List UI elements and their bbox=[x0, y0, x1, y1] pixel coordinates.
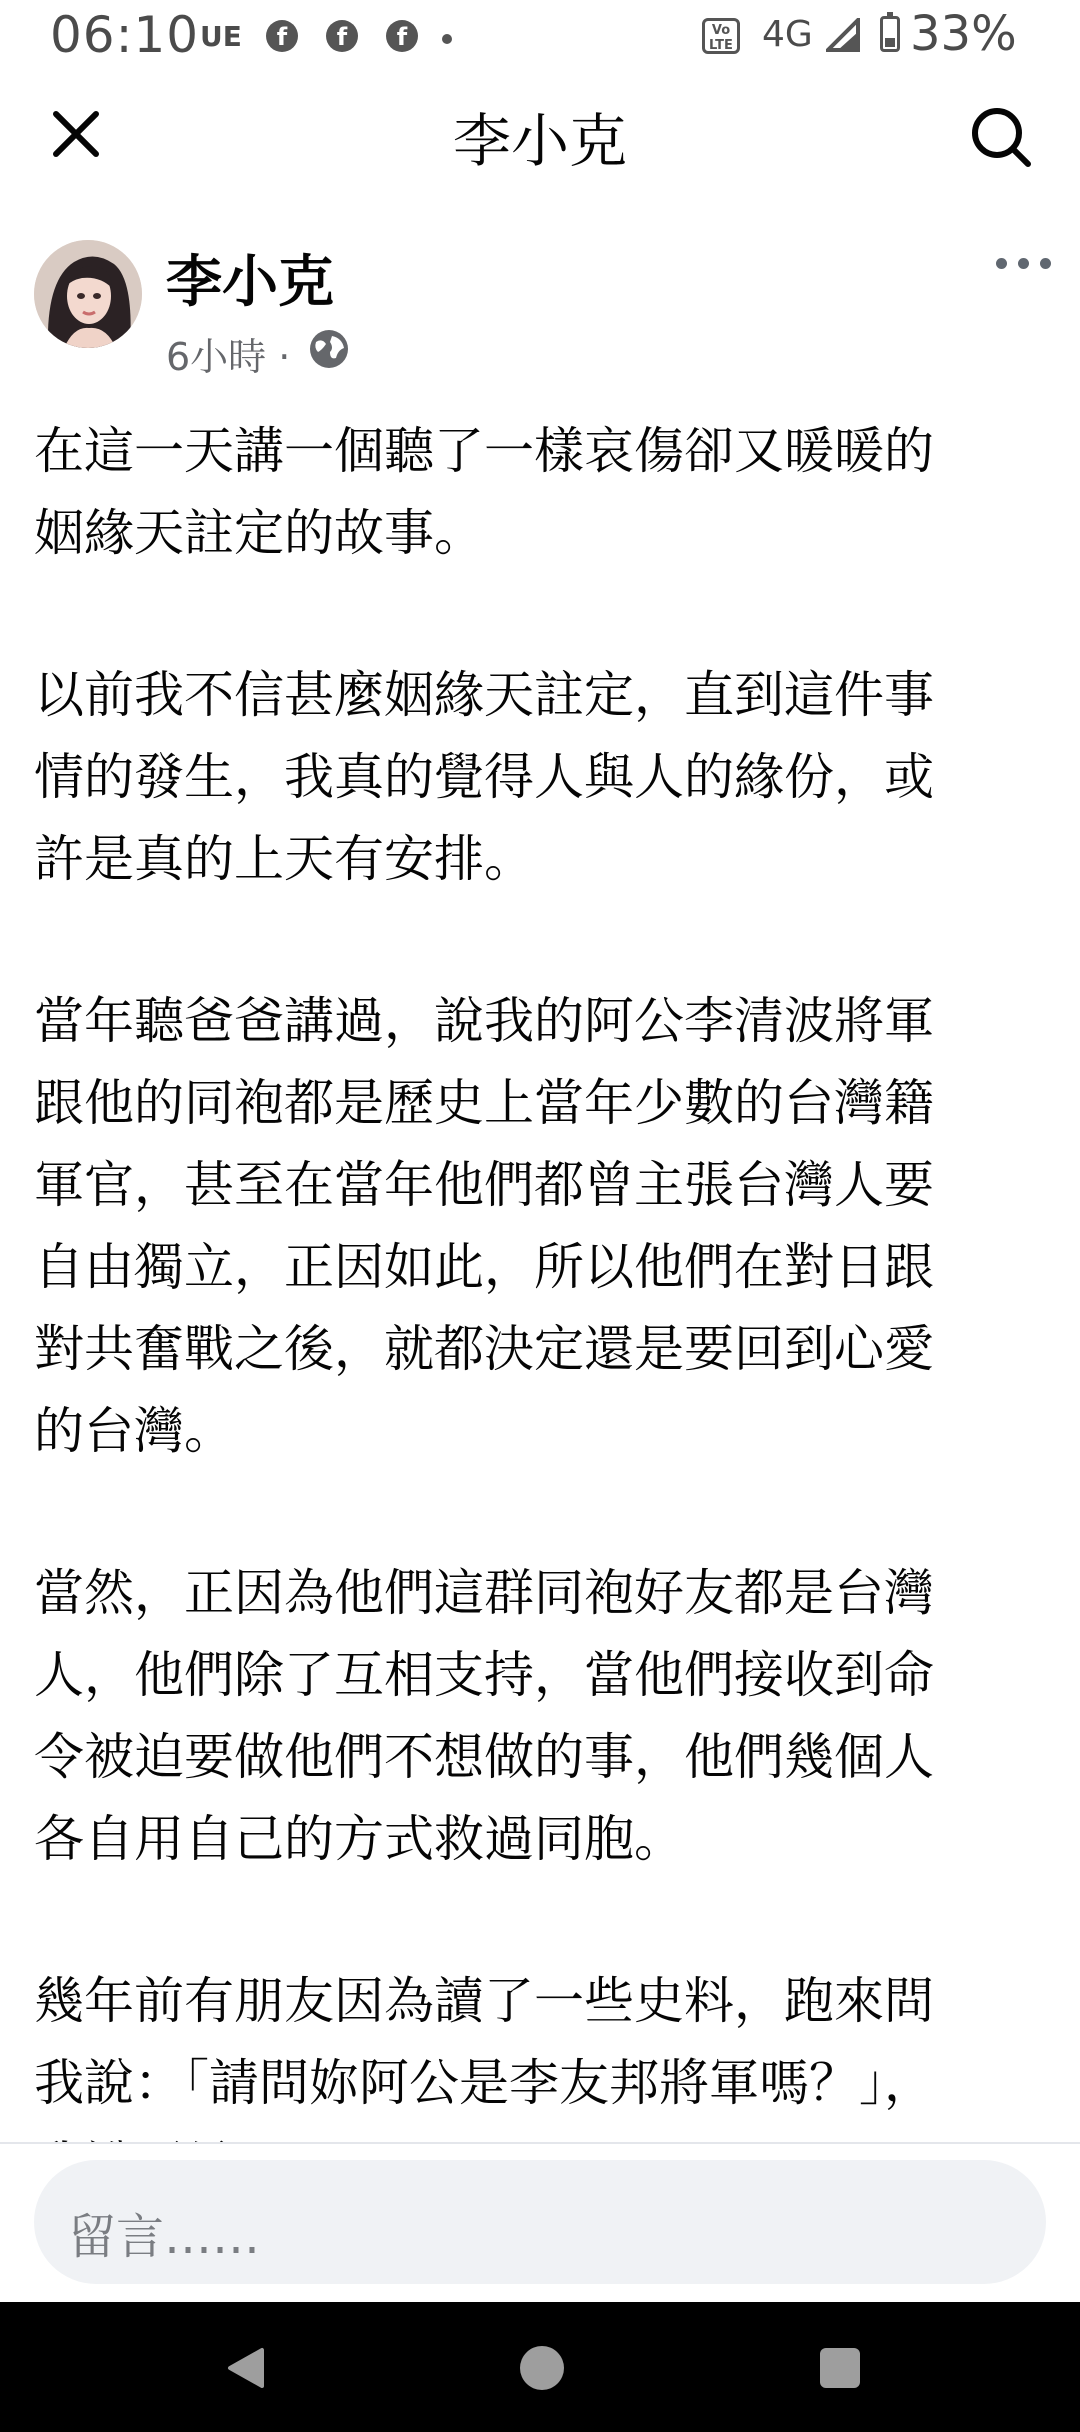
status-time: 06:10 bbox=[50, 6, 200, 64]
recents-icon[interactable] bbox=[820, 2348, 860, 2388]
author-name[interactable]: 李小克 bbox=[166, 250, 334, 315]
comment-input[interactable] bbox=[34, 2160, 1046, 2284]
post-header bbox=[0, 76, 1080, 186]
post-paragraph: 當年聽爸爸講過，說我的阿公李清波將軍 跟他的同袍都是歷史上當年少數的台灣籍 軍官，甚至在當年他們都曾主張台灣人要 自由獨立，正因如此，所以他們在對日跟 對共奮戰之後，就都決定還是要回到心愛 的台灣。 bbox=[34, 992, 934, 1460]
post-paragraph: 當然，正因為他們這群同袍好友都是台灣 人，他們除了互相支持，當他們接收到命 令被迫要做他們不想做的事，他們幾個人 各自用自己的方式救過同胞。 bbox=[34, 1564, 934, 1868]
avatar[interactable] bbox=[34, 240, 142, 348]
volte-icon: Vo LTE bbox=[702, 18, 740, 54]
battery-icon bbox=[880, 16, 900, 52]
facebook-icon: f bbox=[266, 20, 298, 52]
comment-bar bbox=[0, 2142, 1080, 2304]
signal-icon bbox=[826, 18, 860, 52]
more-notifications-dot bbox=[442, 34, 452, 44]
globe-icon bbox=[308, 328, 350, 370]
post-paragraph: 幾年前有朋友因為讀了一些史料，跑來問 我說：「請問妳阿公是李友邦將軍嗎？」， bbox=[34, 1972, 934, 2112]
comment-placeholder: 留言…… bbox=[68, 2209, 261, 2265]
status-carrier: UE bbox=[200, 20, 242, 53]
status-bar bbox=[0, 0, 1080, 76]
facebook-icon: f bbox=[386, 20, 418, 52]
more-options-icon[interactable] bbox=[996, 252, 1052, 276]
post-paragraph: 在這一天講一個聽了一樣哀傷卻又暖暖的 姻緣天註定的故事。 bbox=[34, 422, 934, 562]
network-type: 4G bbox=[762, 14, 813, 55]
system-nav-bar bbox=[0, 2302, 1080, 2432]
back-icon[interactable] bbox=[224, 2346, 268, 2390]
post-body bbox=[34, 410, 1046, 2286]
post-timestamp: 6小時 · bbox=[166, 335, 291, 379]
search-icon[interactable] bbox=[966, 102, 1036, 172]
post-paragraph: 以前我不信甚麼姻緣天註定，直到這件事 情的發生，我真的覺得人與人的緣份，或 許是真的上天有安排。 bbox=[34, 666, 934, 888]
facebook-icon: f bbox=[326, 20, 358, 52]
home-icon[interactable] bbox=[520, 2346, 564, 2390]
page-title: 李小克 bbox=[452, 107, 627, 175]
battery-percent: 33% bbox=[910, 6, 1017, 62]
